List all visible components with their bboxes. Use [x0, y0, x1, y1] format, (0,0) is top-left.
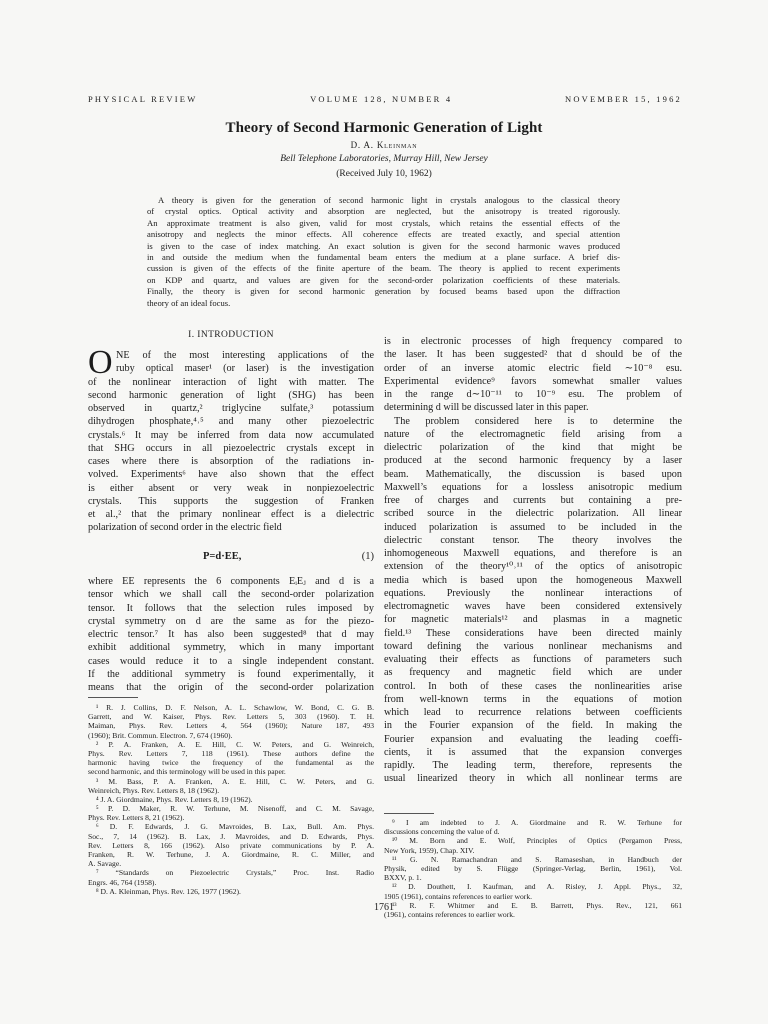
abstract-line: A theory is given for the generation of second harmonic light in crystals analogous to the classical theory [158, 195, 620, 205]
body-line: tensor which we shall call the second-order polarization [88, 589, 374, 601]
body-line: as frequency and magnetic field which are under [384, 667, 682, 679]
footnote-line: ² P. A. Franken, A. E. Hill, C. W. Peters, and G. Weinreich, [96, 739, 374, 749]
equation-number: (1) [361, 551, 374, 562]
footnote-line: ⁴ J. A. Giordmaine, Phys. Rev. Letters 8, 19 (1962). [96, 794, 253, 804]
post-equation-paragraph [88, 575, 374, 694]
intro-line: that SHG occurs in all piezoelectric crystals except in [88, 442, 374, 454]
body-line: extension of the theory¹⁰˒¹¹ of the optics of anisotropic [384, 561, 682, 573]
footnote-line: (1961), contains references to earlier work. [384, 909, 515, 919]
body-line: produced at the second harmonic frequency by a laser [384, 455, 682, 467]
footnote-line: ¹² D. Douthett, I. Kaufman, and A. Risley, J. Appl. Phys., 32, [392, 882, 682, 892]
section-heading: I. INTRODUCTION [188, 330, 274, 340]
footnote-line: Phys. Rev. Letters 7, 118 (1961). These authors define the [88, 748, 374, 758]
body-line: beam. Mathematically, the discussion is based upon [384, 468, 682, 480]
issue-date: NOVEMBER 15, 1962 [565, 94, 682, 104]
right-column-text [384, 335, 682, 786]
body-line: equations. Previously the nonlinear interactions of [384, 587, 682, 599]
footnote-line: Soc., 7, 14 (1962). B. Lax, J. Mavroides, and D. Edwards, Phys. [88, 831, 374, 841]
body-line: cients, it is assumed that the expansion converges [384, 746, 682, 758]
footnote-line: ¹ R. J. Collins, D. F. Nelson, A. L. Schawlow, W. Bond, C. G. B. [96, 703, 374, 712]
body-line: nature of the electromagnetic field arising from a [384, 428, 682, 440]
body-line: crystal symmetry on d are the same as for the piezo- [88, 615, 374, 627]
body-line: inhomogeneous Maxwell equations, and therefore is an [384, 548, 682, 559]
footnote-line: BXXV, p. 1. [384, 873, 422, 883]
body-line: means that the origin of the second-order polarization [88, 682, 374, 693]
footnote-line: discussions concerning the value of d. [384, 827, 500, 837]
body-line: order of an inverse atomic electric field ∼10⁻⁸ esu. [384, 362, 682, 374]
received-date: (Received July 10, 1962) [336, 169, 432, 179]
abstract-line: theory of an ideal focus. [147, 297, 231, 308]
body-line: free of charges and currents but containing a pre- [384, 495, 682, 506]
intro-line: of the nonlinear interaction of light with matter. The [88, 376, 374, 388]
body-line: The problem considered here is to determine the [394, 415, 682, 427]
footnote-rule-left [88, 697, 138, 698]
body-line: which lead to recurrence relations between coefficients [384, 707, 682, 718]
footnote-line: Garrett, and W. Kaiser, Phys. Rev. Letters 5, 303 (1960). T. H. [88, 712, 374, 722]
intro-line: dihydrogen phosphate,⁴˒⁵ and many other piezoelectric [88, 416, 374, 428]
body-line: Fourier expansion and evaluating the leading coeffi- [384, 733, 682, 745]
volume-number: VOLUME 128, NUMBER 4 [310, 94, 453, 104]
body-line: rapidly. The leading term, therefore, represents the [384, 760, 682, 771]
body-line: where EE represents the 6 components EᵢEⱼ and d is a [88, 576, 374, 587]
body-line: the laser. It has been suggested² that d should be of the [384, 349, 682, 361]
intro-line: ruby optical maser¹ (or laser) is the investigation [116, 363, 374, 375]
intro-line: cases where there is absorption of the radiations in- [88, 456, 374, 467]
running-head [88, 94, 682, 108]
footnote-line: ¹⁰ M. Born and E. Wolf, Principles of Optics (Pergamon Press, [392, 836, 682, 846]
footnote-line: A. Savage. [88, 859, 122, 869]
page-number: 1761 [374, 902, 394, 913]
intro-line: observed in quartz,² triglycine sulfate,³ potassium [88, 403, 374, 414]
intro-line: NE of the most interesting applications of the [116, 350, 374, 361]
body-line: cases would reduce it to a single independent constant. [88, 655, 374, 667]
body-line: usual linearized theory in which all nonlinear terms are [384, 773, 682, 785]
abstract-line: anisotropy and neglects the minor effects. All coherence effects are treated exactly, and special attention [147, 229, 620, 240]
equation-1 [88, 551, 374, 565]
body-line: is in electronic processes of high frequency compared to [384, 336, 682, 347]
body-line: induced polarization is assumed to be included in the [384, 521, 682, 533]
footnote-line: 1905 (1961), contains references to earlier work. [384, 891, 533, 901]
intro-opening-lines [116, 349, 374, 376]
journal-name: PHYSICAL REVIEW [88, 94, 198, 104]
equation-body: P=d·EE, [203, 551, 242, 562]
body-line: for magnetic materials¹² and plasmas in a magnetic [384, 614, 682, 626]
body-line: toward defining the various nonlinear mechanisms and [384, 640, 682, 652]
body-line: in the range d∼10⁻¹¹ to 10⁻⁹ esu. The problem of [384, 389, 682, 400]
body-line: electric tensor.⁷ It has also been suggested⁸ that d may [88, 629, 374, 640]
footnote-line: (1960); Brit. Commun. Electron. 7, 674 (1960). [88, 730, 233, 740]
intro-line: polarization of second order in the electric field [88, 522, 282, 534]
abstract [147, 195, 620, 309]
abstract-line: is given to the case of index matching. An exact solution is given for the second harmonic waves produced [147, 240, 620, 251]
intro-line: second harmonic generation of light (SHG) has been [88, 389, 374, 401]
body-line: exhibit additional symmetry, which in many important [88, 642, 374, 654]
footnote-line: ⁸ D. A. Kleinman, Phys. Rev. 126, 1977 (1962). [96, 886, 241, 896]
footnote-line: Franken, R. W. Terhune, J. A. Giordmaine, R. C. Miller, and [88, 850, 374, 859]
body-line: from well-known terms in the equations of motion [384, 693, 682, 705]
body-line: in the Fourier expansion of the field. In making the [384, 720, 682, 732]
paper-title: Theory of Second Harmonic Generation of Light [225, 120, 543, 136]
footnote-line: ³ M. Bass, P. A. Franken, A. E. Hill, C. W. Peters, and G. [96, 776, 374, 786]
body-line: evaluating their effects as functions of parameters such [384, 654, 682, 665]
intro-line: is either absent or very weak in nonpiezoelectric [88, 482, 374, 494]
body-line: If the additional symmetry is found experimentally, it [88, 668, 374, 680]
footnote-line: harmonic having twice the frequency of the fundamental as the [88, 758, 374, 768]
body-line: electromagnetic waves have been considered extensively [384, 601, 682, 612]
intro-line: et al.,² that the primary nonlinear effect is a dielectric [88, 509, 374, 520]
footnotes-left [88, 703, 374, 896]
footnote-line: New York, 1959), Chap. XIV. [384, 845, 475, 855]
author-name: D. A. Kleinman [350, 140, 418, 150]
footnote-line: ⁷ “Standards on Piezoelectric Crystals,” Proc. Inst. Radio [96, 868, 374, 878]
footnote-line: Engrs. 46, 764 (1958). [88, 877, 157, 887]
footnote-line: ¹¹ G. N. Ramachandran and S. Ramaseshan, in Handbuch der [392, 854, 682, 864]
footnote-line: Physik, edited by S. Flügge (Springer-Verlag, Berlin, 1961), Vol. [384, 863, 682, 873]
abstract-line: An approximate treatment is also given, valid for most crystals, which retains the essential effects of the [147, 217, 620, 228]
abstract-line: in and outside the medium when the fundamental beam enters the medium at a plane surface. A brief dis- [147, 252, 620, 263]
footnote-line: ⁶ D. F. Edwards, J. G. Mavroides, B. Lax, Bull. Am. Phys. [96, 822, 374, 832]
intro-line: crystals. This supports the suggestion of Franken [88, 495, 374, 507]
abstract-line: Finally, the theory is given for second harmonic generation by focused beams based upon the diffraction [147, 286, 620, 297]
footnote-line: ⁵ P. D. Maker, R. W. Terhune, M. Nisenoff, and C. M. Savage, [96, 804, 374, 814]
body-line: Maxwell’s equations for a lossless anisotropic medium [384, 481, 682, 493]
body-line: Experimental evidence⁹ favors somewhat smaller values [384, 375, 682, 387]
footnote-line: Rev. Letters 8, 166 (1962). Also private communications by P. A. [88, 840, 374, 850]
body-line: scribed source in the dielectric polarization. All linear [384, 508, 682, 520]
body-line: field.¹³ These considerations have been directed mainly [384, 627, 682, 639]
footnote-line: ⁹ I am indebted to J. A. Giordmaine and R. W. Terhune for [392, 818, 682, 827]
abstract-line: on KDP and quartz, and values are given for the second-order polarization coefficients of these materials. [147, 274, 620, 285]
abstract-line: of crystal optics. Optical activity and absorption are neglected, but the anisotropy is treated rigorously. [147, 206, 620, 217]
footnote-line: Maiman, Phys. Rev. Letters 4, 564 (1960); Nature 187, 493 [88, 721, 374, 731]
abstract-line: cussion is given of the effects of the finite aperture of the beam. The theory is applied to recent experiments [147, 263, 620, 274]
footnote-line: ¹³ R. F. Whitmer and E. B. Barrett, Phys. Rev., 121, 661 [392, 900, 682, 910]
drop-cap: O [88, 344, 113, 381]
intro-line: crystals.⁶ It may be inferred from data now accumulated [88, 429, 374, 441]
body-line: dielectric constant tensor. The theory involves the [384, 534, 682, 546]
footnote-line: second harmonic, and this terminology will be used in this paper. [88, 767, 286, 777]
author-affiliation: Bell Telephone Laboratories, Murray Hill, New Jersey [280, 154, 488, 164]
body-line: tensor. It follows that the selection rules imposed by [88, 602, 374, 614]
footnote-rule-right [384, 813, 434, 814]
intro-paragraph [88, 376, 374, 535]
body-line: dielectric polarization of the kind that might be [384, 442, 682, 453]
footnote-line: Phys. Rev. Letters 8, 21 (1962). [88, 813, 185, 823]
footnote-line: Weinreich, Phys. Rev. Letters 8, 18 (1962). [88, 785, 220, 795]
body-line: determining d will be discussed later in this paper. [384, 402, 589, 414]
intro-line: volved. Experiments⁶ have also shown that the effect [88, 469, 374, 481]
body-line: control. In both of these cases the nonlinearities arise [384, 680, 682, 692]
body-line: media which is based upon the homogeneous Maxwell [384, 574, 682, 586]
